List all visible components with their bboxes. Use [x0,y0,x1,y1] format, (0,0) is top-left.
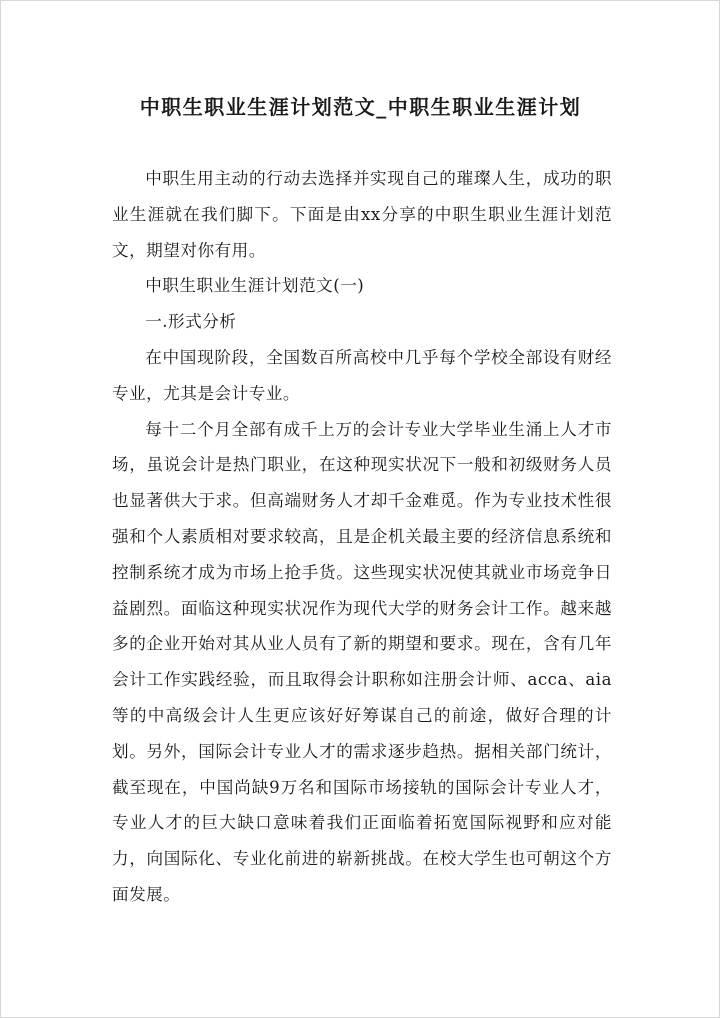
intro-paragraph: 中职生用主动的行动去选择并实现自己的璀璨人生，成功的职业生涯就在我们脚下。下面是由xx分享的中职生职业生涯计划范文，期望对你有用。 [112,169,612,260]
body-paragraph: 每十二个月全部有成千上万的会计专业大学毕业生涌上人才市场，虽说会计是热门职业，在这种现实状况下一般和初级财务人员也显著供大于求。但高端财务人才却千金难觅。作为专业技术性很强和个人素质相对要求较高，且是企机关最主要的经济信息系统和控制系统才成为市场上抢手货。这些现实状况使其就业市场竞争日益剧烈。面临这种现实状况作为现代大学的财务会计工作。越来越多的企业开始对其从业人员有了新的期望和要求。现在，含有几年会计工作实践经验，而且取得会计职称如注册会计师、acca、aia等的中高级会计人生更应该好好筹谋自己的前途，做好合理的计划。另外，国际会计专业人才的需求逐步趋热。据相关部门统计，截至现在，中国尚缺9万名和国际市场接轨的国际会计专业人才，专业人才的巨大缺口意味着我们正面临着拓宽国际视野和应对能力，向国际化、专业化前进的崭新挑战。在校大学生也可朝这个方面发展。 [112,419,612,904]
document-content [112,91,612,913]
subsection-heading: 一.形式分析 [145,312,237,332]
body-paragraph: 在中国现阶段，全国数百所高校中几乎每个学校全部设有财经专业，尤其是会计专业。 [112,347,612,403]
document-title: 中职生职业生涯计划范文_中职生职业生涯计划 [139,95,582,119]
section-heading: 中职生职业生涯计划范文(一) [145,276,365,296]
